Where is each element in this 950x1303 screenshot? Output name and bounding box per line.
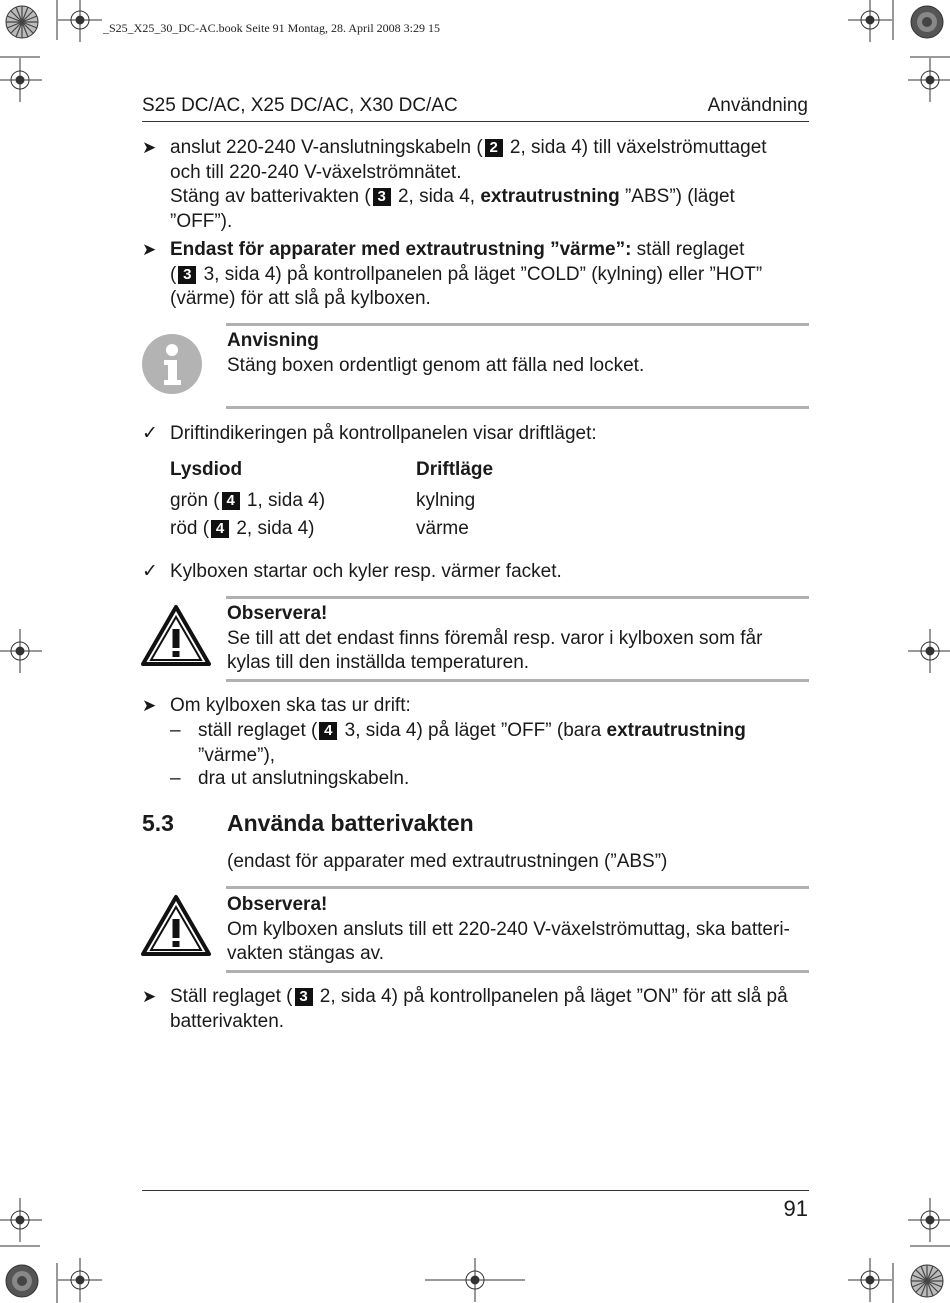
color-wheel-icon (6, 6, 38, 38)
registration-mark-icon (848, 1258, 892, 1302)
figure-badge: 4 (222, 492, 240, 510)
header-rule (142, 121, 809, 122)
warning-title: Observera! (227, 603, 328, 624)
color-wheel-icon (6, 1265, 38, 1297)
warning-rule-bottom (226, 679, 809, 682)
info-icon (141, 333, 203, 395)
arrow-bullet-icon: ➤ (142, 138, 157, 157)
page-number: 91 (783, 1196, 808, 1221)
shutdown-intro: Om kylboxen ska tas ur drift: (170, 695, 411, 716)
figure-badge: 4 (319, 722, 337, 740)
warning-title: Observera! (227, 894, 328, 915)
figure-badge: 3 (178, 266, 196, 284)
figure-badge: 3 (295, 988, 313, 1006)
table-header-mode: Driftläge (416, 459, 494, 480)
step-connect-mains: anslut 220-240 V-anslutningskabeln ( 2 2, sida 4) till växelströmuttaget och till 220-240 V-växelströmnätet. Stäng av batterivakten ( 3 2, sida 4, extrautrustning ”ABS”) (läget ”OFF”). (170, 137, 767, 232)
warning-rule-top (226, 886, 809, 889)
table-row: röd ( 4 2, sida 4) (170, 518, 315, 539)
footer-rule (142, 1190, 809, 1191)
header-title: S25 DC/AC, X25 DC/AC, X30 DC/AC (142, 95, 458, 116)
registration-mark-icon (0, 58, 42, 102)
color-wheel-icon (911, 6, 943, 38)
result-cooling: Kylboxen startar och kyler resp. värmer facket. (170, 561, 562, 582)
shutdown-step-switch: ställ reglaget ( 4 3, sida 4) på läget ”OFF” (bara extrautrustning ”värme”), (198, 720, 746, 766)
figure-badge: 3 (373, 188, 391, 206)
dash-bullet: – (170, 720, 181, 741)
warning-box: Observera! Se till att det endast finns föremål resp. varor i kylboxen som får kylas till den inställda temperaturen. (227, 603, 763, 673)
step-heating-option: Endast för apparater med extrautrustning ”värme”: ställ reglaget ( 3 3, sida 4) på kontrollpanelen på läget ”COLD” (kylning) eller ”HOT” (värme) för att slå på kylboxen. (170, 239, 763, 309)
section-title: Använda batterivakten (227, 810, 474, 836)
check-icon: ✓ (142, 423, 158, 444)
section-number: 5.3 (142, 810, 174, 836)
warning-box: Observera! Om kylboxen ansluts till ett 220-240 V-växelströmuttag, ska batteri- vakten stängas av. (227, 894, 790, 964)
table-header-led: Lysdiod (170, 459, 243, 480)
shutdown-step-unplug: dra ut anslutningskabeln. (198, 768, 410, 789)
result-indicator: Driftindikeringen på kontrollpanelen visar driftläget: (170, 423, 597, 444)
color-wheel-icon (911, 1265, 943, 1297)
table-cell-mode: värme (416, 518, 469, 539)
registration-mark-icon (58, 0, 102, 42)
warning-icon (140, 604, 212, 668)
table-row: grön ( 4 1, sida 4) (170, 490, 326, 511)
arrow-bullet-icon: ➤ (142, 240, 157, 259)
note-text: Stäng boxen ordentligt genom att fälla ned locket. (227, 354, 645, 376)
arrow-bullet-icon: ➤ (142, 987, 157, 1006)
warning-icon (140, 894, 212, 958)
header-section: Användning (707, 95, 808, 116)
registration-mark-icon (908, 1198, 950, 1242)
dash-bullet: – (170, 768, 181, 789)
figure-badge: 2 (485, 139, 503, 157)
step-battery-monitor-on: Ställ reglaget ( 3 2, sida 4) på kontrollpanelen på läget ”ON” för att slå på batterivakten. (170, 986, 788, 1032)
check-icon: ✓ (142, 561, 158, 582)
arrow-bullet-icon: ➤ (142, 696, 157, 715)
print-info: _S25_X25_30_DC-AC.book Seite 91 Montag, 28. April 2008 3:29 15 (103, 21, 441, 35)
registration-mark-icon (58, 1258, 102, 1302)
registration-mark-icon (848, 0, 892, 42)
registration-mark-icon (0, 1198, 42, 1242)
registration-mark-icon (0, 629, 42, 673)
table-cell-mode: kylning (416, 490, 476, 511)
figure-badge: 4 (211, 520, 229, 538)
registration-mark-icon (908, 58, 950, 102)
warning-rule-top (226, 596, 809, 599)
section-note: (endast för apparater med extrautrustningen (”ABS”) (227, 851, 668, 872)
note-rule-top (226, 323, 809, 326)
note-rule-bottom (226, 406, 809, 409)
note-box (227, 329, 644, 378)
note-title: Anvisning (227, 330, 319, 351)
registration-mark-icon (908, 629, 950, 673)
warning-rule-bottom (226, 970, 809, 973)
